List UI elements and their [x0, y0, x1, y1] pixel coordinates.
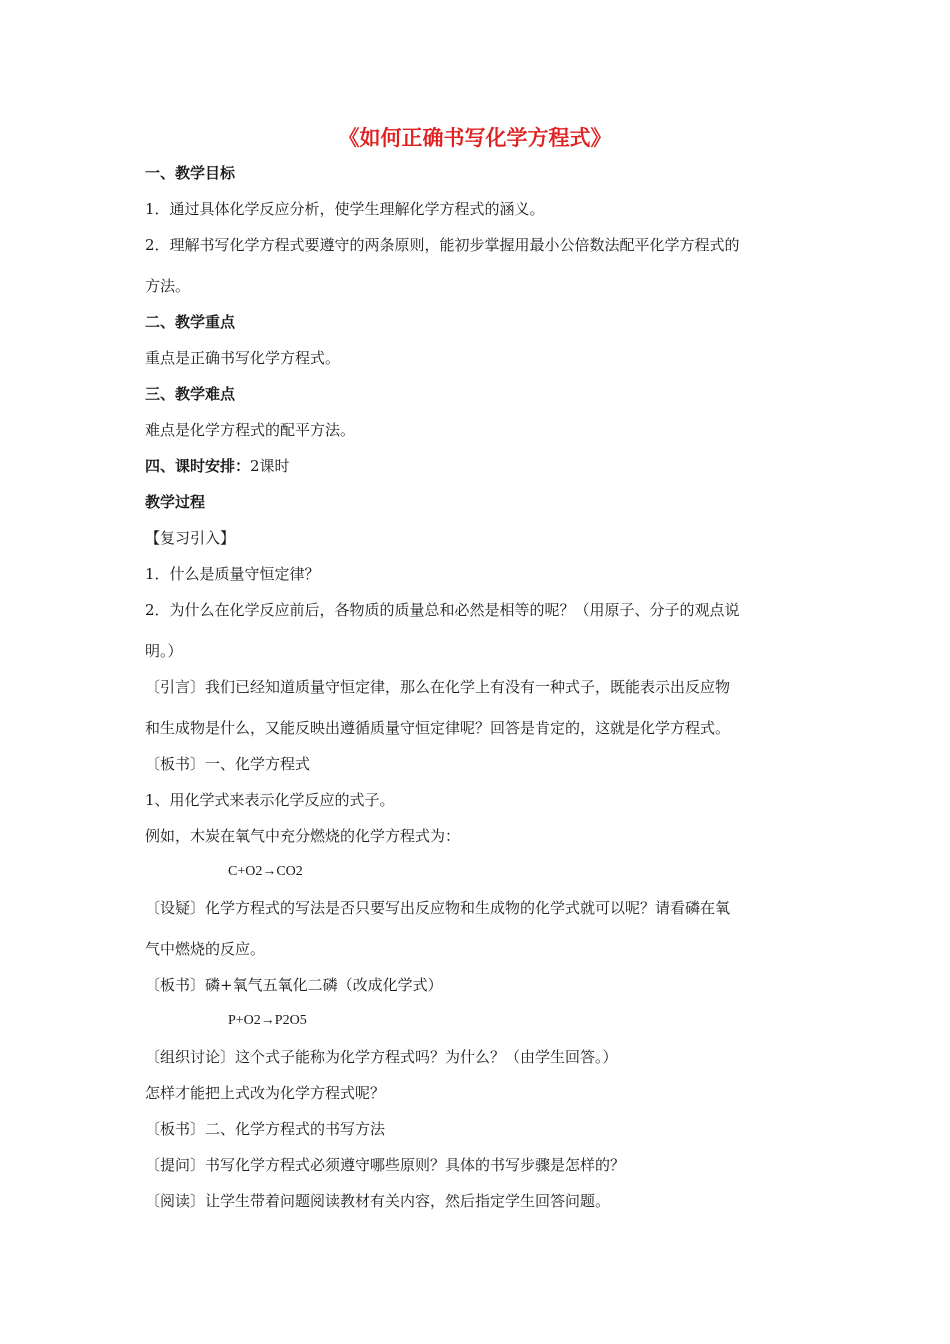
- review-question-2-line-1: 2．为什么在化学反应前后，各物质的质量总和必然是相等的呢？（用原子、分子的观点说: [145, 601, 740, 619]
- board-note-1: 〔板书〕一、化学方程式: [145, 755, 311, 773]
- ask-text: 〔提问〕书写化学方程式必须遵守哪些原则？具体的书写步骤是怎样的？: [145, 1156, 626, 1174]
- equation-2: P+O2→P2O5: [228, 1013, 307, 1028]
- board-note-3: 〔板书〕二、化学方程式的书写方法: [145, 1120, 386, 1138]
- difficulty-heading: 三、教学难点: [145, 385, 236, 403]
- process-heading: 教学过程: [145, 493, 206, 511]
- review-question-1: 1．什么是质量守恒定律？: [145, 565, 320, 583]
- schedule-heading: 四、课时安排：: [145, 457, 251, 475]
- board-note-2: 〔板书〕磷+氧气五氧化二磷（改成化学式）: [145, 976, 443, 994]
- difficulty-text: 难点是化学方程式的配平方法。: [145, 421, 356, 439]
- schedule-value: 2课时: [250, 457, 290, 475]
- objective-2-line-2: 方法。: [145, 277, 191, 295]
- review-label: 【复习引入】: [145, 529, 236, 547]
- intro-line-1: 〔引言〕我们已经知道质量守恒定律，那么在化学上有没有一种式子，既能表示出反应物: [145, 678, 731, 696]
- objective-1: 1．通过具体化学反应分析，使学生理解化学方程式的涵义。: [145, 200, 545, 218]
- schedule-line: [145, 456, 810, 476]
- example-text: 例如，木炭在氧气中充分燃烧的化学方程式为：: [145, 827, 461, 845]
- keypoint-heading: 二、教学重点: [145, 313, 236, 331]
- how-text: 怎样才能把上式改为化学方程式呢？: [145, 1084, 386, 1102]
- objectives-heading: 一、教学目标: [145, 164, 236, 182]
- document-title: 《如何正确书写化学方程式》: [338, 126, 612, 150]
- read-text: 〔阅读〕让学生带着问题阅读教材有关内容，然后指定学生回答问题。: [145, 1192, 611, 1210]
- discussion-text: 〔组织讨论〕这个式子能称为化学方程式吗？为什么？（由学生回答。）: [145, 1048, 618, 1066]
- intro-line-2: 和生成物是什么，又能反映出遵循质量守恒定律呢？回答是肯定的，这就是化学方程式。: [145, 719, 731, 737]
- objective-2-line-1: 2．理解书写化学方程式要遵守的两条原则，能初步掌握用最小公倍数法配平化学方程式的: [145, 236, 740, 254]
- doubt-line-1: 〔设疑〕化学方程式的写法是否只要写出反应物和生成物的化学式就可以呢？请看磷在氧: [145, 899, 731, 917]
- review-question-2-line-2: 明。）: [145, 642, 183, 660]
- equation-1: C+O2→CO2: [228, 864, 303, 879]
- doubt-line-2: 气中燃烧的反应。: [145, 940, 266, 958]
- definition-1: 1、用化学式来表示化学反应的式子。: [145, 791, 395, 809]
- keypoint-text: 重点是正确书写化学方程式。: [145, 349, 341, 367]
